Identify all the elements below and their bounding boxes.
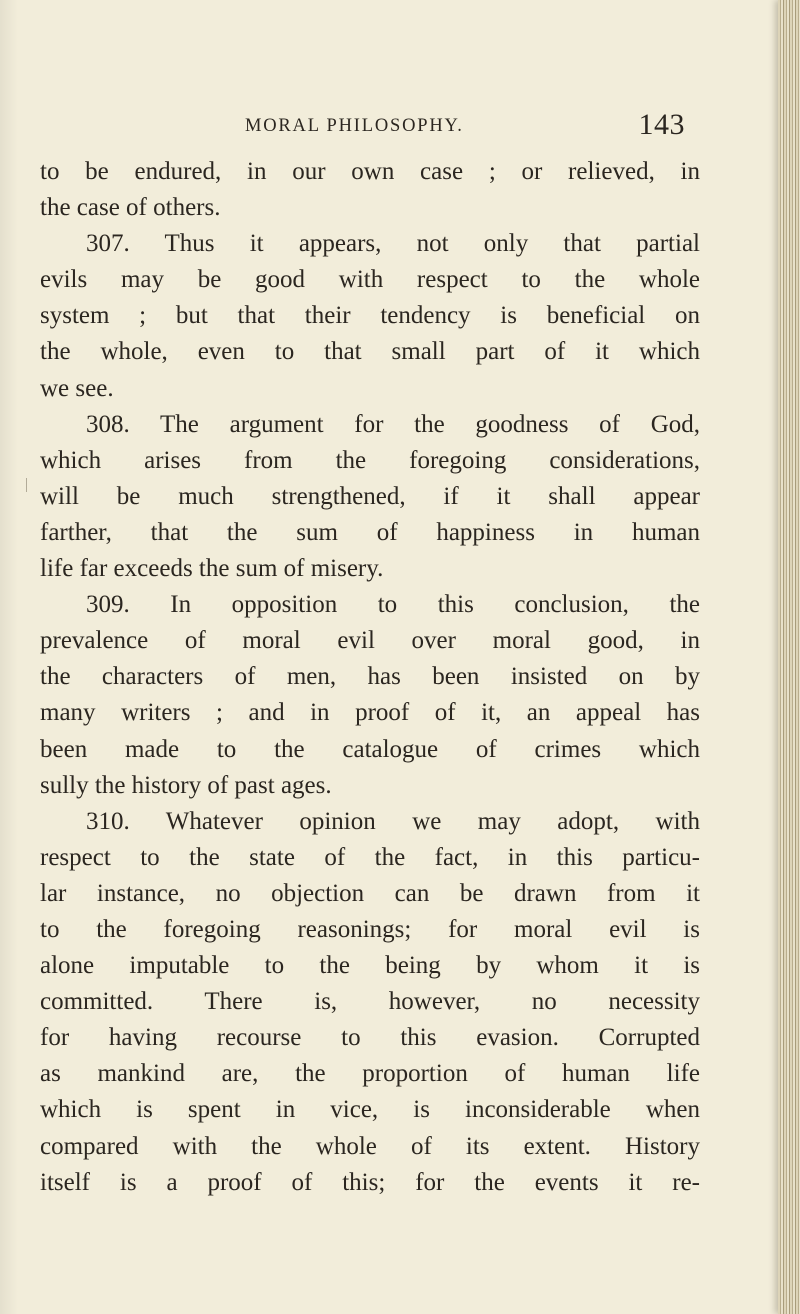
text-line: been made to the catalogue of crimes which [40,735,700,763]
text-line: sully the history of past ages. [40,771,332,799]
text-line: 310. Whatever opinion we may adopt, with [86,807,700,835]
page-edge [778,0,800,1314]
text-line: system ; but that their tendency is beneficial on [40,302,700,330]
text-line: the case of others. [40,194,221,222]
text-line: as mankind are, the proportion of human life [40,1060,700,1088]
text-line: the whole, even to that small part of it which [40,338,700,366]
text-line: committed. There is, however, no necessity [40,988,700,1016]
text-line: to be endured, in our own case ; or relieved, in [40,158,700,185]
text-line: we see. [40,374,114,402]
text-line: respect to the state of the fact, in this particu- [40,843,700,871]
text-line: farther, that the sum of happiness in human [40,518,700,546]
text-line: prevalence of moral evil over moral good, in [40,627,700,655]
page-header [245,108,685,148]
text-line: many writers ; and in proof of it, an appeal has [40,699,700,727]
text-line: which is spent in vice, is inconsiderable when [40,1096,700,1124]
text-line: compared with the whole of its extent. History [40,1132,700,1160]
text-line: will be much strengthened, if it shall appear [40,482,700,510]
text-line: which arises from the foregoing considerations, [40,446,700,474]
text-line: 308. The argument for the goodness of God, [86,410,700,438]
text-line: itself is a proof of this; for the events it re- [40,1168,700,1196]
text-line: the characters of men, has been insisted on by [40,663,700,691]
text-line: alone imputable to the being by whom it is [40,952,700,980]
page-fold-mark [26,478,35,492]
text-line: 307. Thus it appears, not only that partial [86,230,700,258]
page-number: 143 [638,108,685,141]
text-line: to the foregoing reasonings; for moral evil is [40,915,700,943]
running-head: MORAL PHILOSOPHY. [245,116,464,136]
text-line: lar instance, no objection can be drawn from it [40,879,700,907]
text-line: for having recourse to this evasion. Corrupted [40,1024,700,1052]
text-line: evils may be good with respect to the whole [40,266,700,294]
body-text [40,154,700,1201]
text-line: life far exceeds the sum of misery. [40,555,384,583]
text-line: 309. In opposition to this conclusion, the [86,591,700,619]
